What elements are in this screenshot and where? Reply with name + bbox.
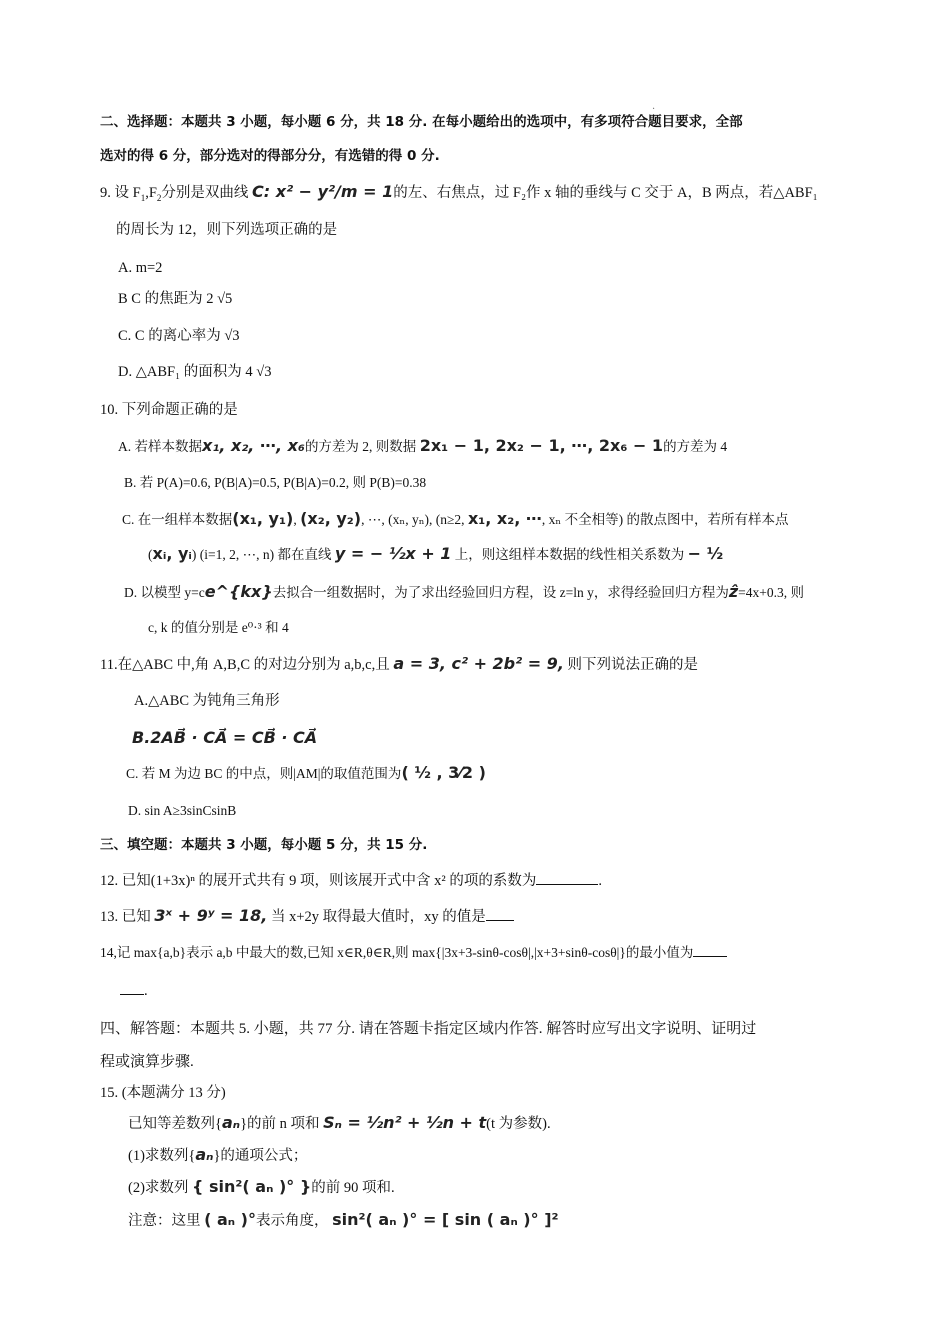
q9-stem-part: ,F (145, 185, 157, 201)
text-run: (2)求数列 (128, 1180, 193, 1196)
q9-stem-part: 分别是双曲线 (161, 185, 253, 201)
q12 (100, 870, 602, 891)
formula: 2x₁ − 1, 2x₂ − 1, ⋯, 2x₆ − 1 (419, 436, 664, 455)
text-run: C. 若 M 为边 BC 的中点，则|AM|的取值范围为 (126, 766, 402, 781)
q13 (100, 906, 514, 927)
text-run: 的前 90 项和. (311, 1180, 395, 1196)
section2-heading-line1: 二、选择题：本题共 3 小题，每小题 6 分，共 18 分. 在每小题给出的选项中，有多项符合题目要求，全部 (100, 114, 743, 130)
formula: ( aₙ )° (204, 1210, 256, 1229)
q9-option-a: A. m=2 (118, 260, 163, 276)
q9-option-c: C. C 的离心率为 √3 (118, 328, 240, 344)
q15-title: 15. (本题满分 13 分) (100, 1085, 226, 1101)
q15-part1 (128, 1145, 307, 1166)
text-run: A. 若样本数据 (118, 439, 202, 454)
text-run: 则下列说法正确的是 (563, 657, 699, 673)
text-run: 的方差为 4 (663, 439, 728, 454)
formula: ẑ (728, 582, 739, 601)
formula: x₁, x₂, ⋯, x₆ (202, 436, 305, 455)
text-run: 11.在△ABC 中,角 A,B,C 的对边分别为 a,b,c,且 (100, 657, 394, 673)
formula: xᵢ, yᵢ (152, 544, 192, 563)
q11-stem (100, 654, 698, 675)
q9-stem-part: 9. 设 F (100, 185, 141, 201)
q10-option-d-line2: c, k 的值分别是 e⁰·³ 和 4 (148, 620, 289, 635)
text-run: 表示角度， (255, 1213, 333, 1229)
text-run: 14,记 max{a,b}表示 a,b 中最大的数,已知 x∈R,θ∈R,则 max{|3x+3-sinθ-cosθ|,|x+3+sinθ-cosθ|}的最小值为 (100, 945, 694, 960)
text-run: 当 x+2y 取得最大值时，xy 的值是 (267, 909, 486, 925)
q9-stem-part: 的左、右焦点，过 F₂作 x 轴的垂线与 C 交于 A，B 两点，若△ABF₁ (393, 185, 818, 201)
q10-stem: 10. 下列命题正确的是 (100, 402, 238, 418)
q9-stem-line2: 的周长为 12，则下列选项正确的是 (116, 222, 338, 238)
q11-option-d: D. sin A≥3sinCsinB (128, 803, 237, 818)
q14-line1 (100, 942, 727, 963)
text-run: 12. 已知(1+3x)ⁿ 的展开式共有 9 项，则该展开式中含 x² 的项的系数为 (100, 873, 537, 889)
formula: 3ˣ + 9ʸ = 18, (154, 906, 268, 925)
q15-given (128, 1113, 551, 1134)
formula: { sin²( aₙ )° } (192, 1177, 312, 1196)
text-run: , xₙ 不全相等) 的散点图中，若所有样本点 (541, 512, 789, 527)
text-run: 上，则这组样本数据的线性相关系数为 (451, 547, 688, 562)
text-run: 的方差为 2, 则数据 (304, 439, 420, 454)
formula: y = − ½x + 1 (334, 544, 452, 563)
q10-option-b: B. 若 P(A)=0.6, P(B|A)=0.5, P(B|A)=0.2, 则 P(B)=0.38 (124, 475, 427, 490)
formula: x₁, x₂, ⋯ (467, 509, 542, 528)
answer-blank-continued[interactable] (120, 980, 144, 995)
q15-part2 (128, 1177, 395, 1198)
q10-option-c-line1 (122, 509, 788, 530)
formula: (x₁, y₁) (232, 509, 294, 528)
q11-option-c (126, 763, 486, 784)
text-run: (t 为参数). (486, 1116, 551, 1132)
formula: e^{kx} (204, 582, 273, 601)
text-run: . (144, 983, 148, 999)
text-run: 注意：这里 (128, 1213, 205, 1229)
q9-stem-line1 (100, 182, 818, 208)
stray-dot: · (652, 104, 656, 115)
text-run: }的通项公式； (213, 1148, 308, 1164)
answer-blank[interactable] (486, 906, 514, 921)
q10-option-c-line2 (148, 544, 723, 565)
q9-option-d: D. △ABF₁ 的面积为 4 √3 (118, 364, 272, 380)
formula: − ½ (687, 544, 724, 563)
text-run: }的前 n 项和 (240, 1116, 324, 1132)
q11-option-a: A.△ABC 为钝角三角形 (134, 693, 280, 709)
section4-heading-line1: 四、解答题：本题共 5. 小题，共 77 分. 请在答题卡指定区域内作答. 解答时应写出文字说明、证明过 (100, 1021, 757, 1037)
answer-blank[interactable] (536, 870, 598, 885)
q9-option-b: B C 的焦距为 2 √5 (118, 291, 233, 307)
text-run: C. 在一组样本数据 (122, 512, 233, 527)
formula: (x₂, y₂) (300, 509, 362, 528)
section4-heading-line2: 程或演算步骤. (100, 1054, 194, 1070)
text-run: 去拟合一组数据时，为了求出经验回归方程，设 z=ln y，求得经验回归方程为 (272, 585, 729, 600)
text-run: D. 以模型 y=c (124, 585, 205, 600)
text-run: . (598, 873, 602, 889)
subscript: 1 (140, 192, 146, 203)
text-run: (1)求数列{ (128, 1148, 196, 1164)
formula: ( ½ , 3⁄2 ) (401, 763, 486, 782)
section3-heading: 三、填空题：本题共 3 小题，每小题 5 分，共 15 分. (100, 837, 428, 853)
q14-line2 (120, 980, 148, 1001)
q9-hyperbola-formula: C: x² − y²/m = 1 (252, 182, 394, 201)
text-run: 已知等差数列{ (128, 1116, 222, 1132)
q11-option-b: B.2AB⃗ · CA⃗ = CB⃗ · CA⃗ (132, 728, 318, 747)
formula: a = 3, c² + 2b² = 9, (393, 654, 564, 673)
text-run: ) (i=1, 2, ⋯, n) 都在直线 (191, 547, 335, 562)
formula: sin²( aₙ )° = [ sin ( aₙ )° ]² (332, 1210, 559, 1229)
text-run: ( (148, 547, 153, 562)
formula: aₙ (195, 1145, 214, 1164)
formula: aₙ (221, 1113, 241, 1132)
text-run: , ⋯, (xₙ, yₙ), (n≥2, (361, 512, 468, 527)
subscript: 2 (156, 192, 162, 203)
q15-note (128, 1210, 559, 1231)
text-run: =4x+0.3, 则 (738, 585, 805, 600)
answer-blank[interactable] (693, 942, 727, 957)
formula: Sₙ = ½n² + ½n + t (323, 1113, 487, 1132)
q10-option-a (118, 436, 727, 457)
section2-heading-line2: 选对的得 6 分，部分选对的得部分分，有选错的得 0 分. (100, 148, 440, 164)
text-run: 13. 已知 (100, 909, 155, 925)
q10-option-d-line1 (124, 582, 804, 603)
text-run: , (293, 512, 301, 527)
